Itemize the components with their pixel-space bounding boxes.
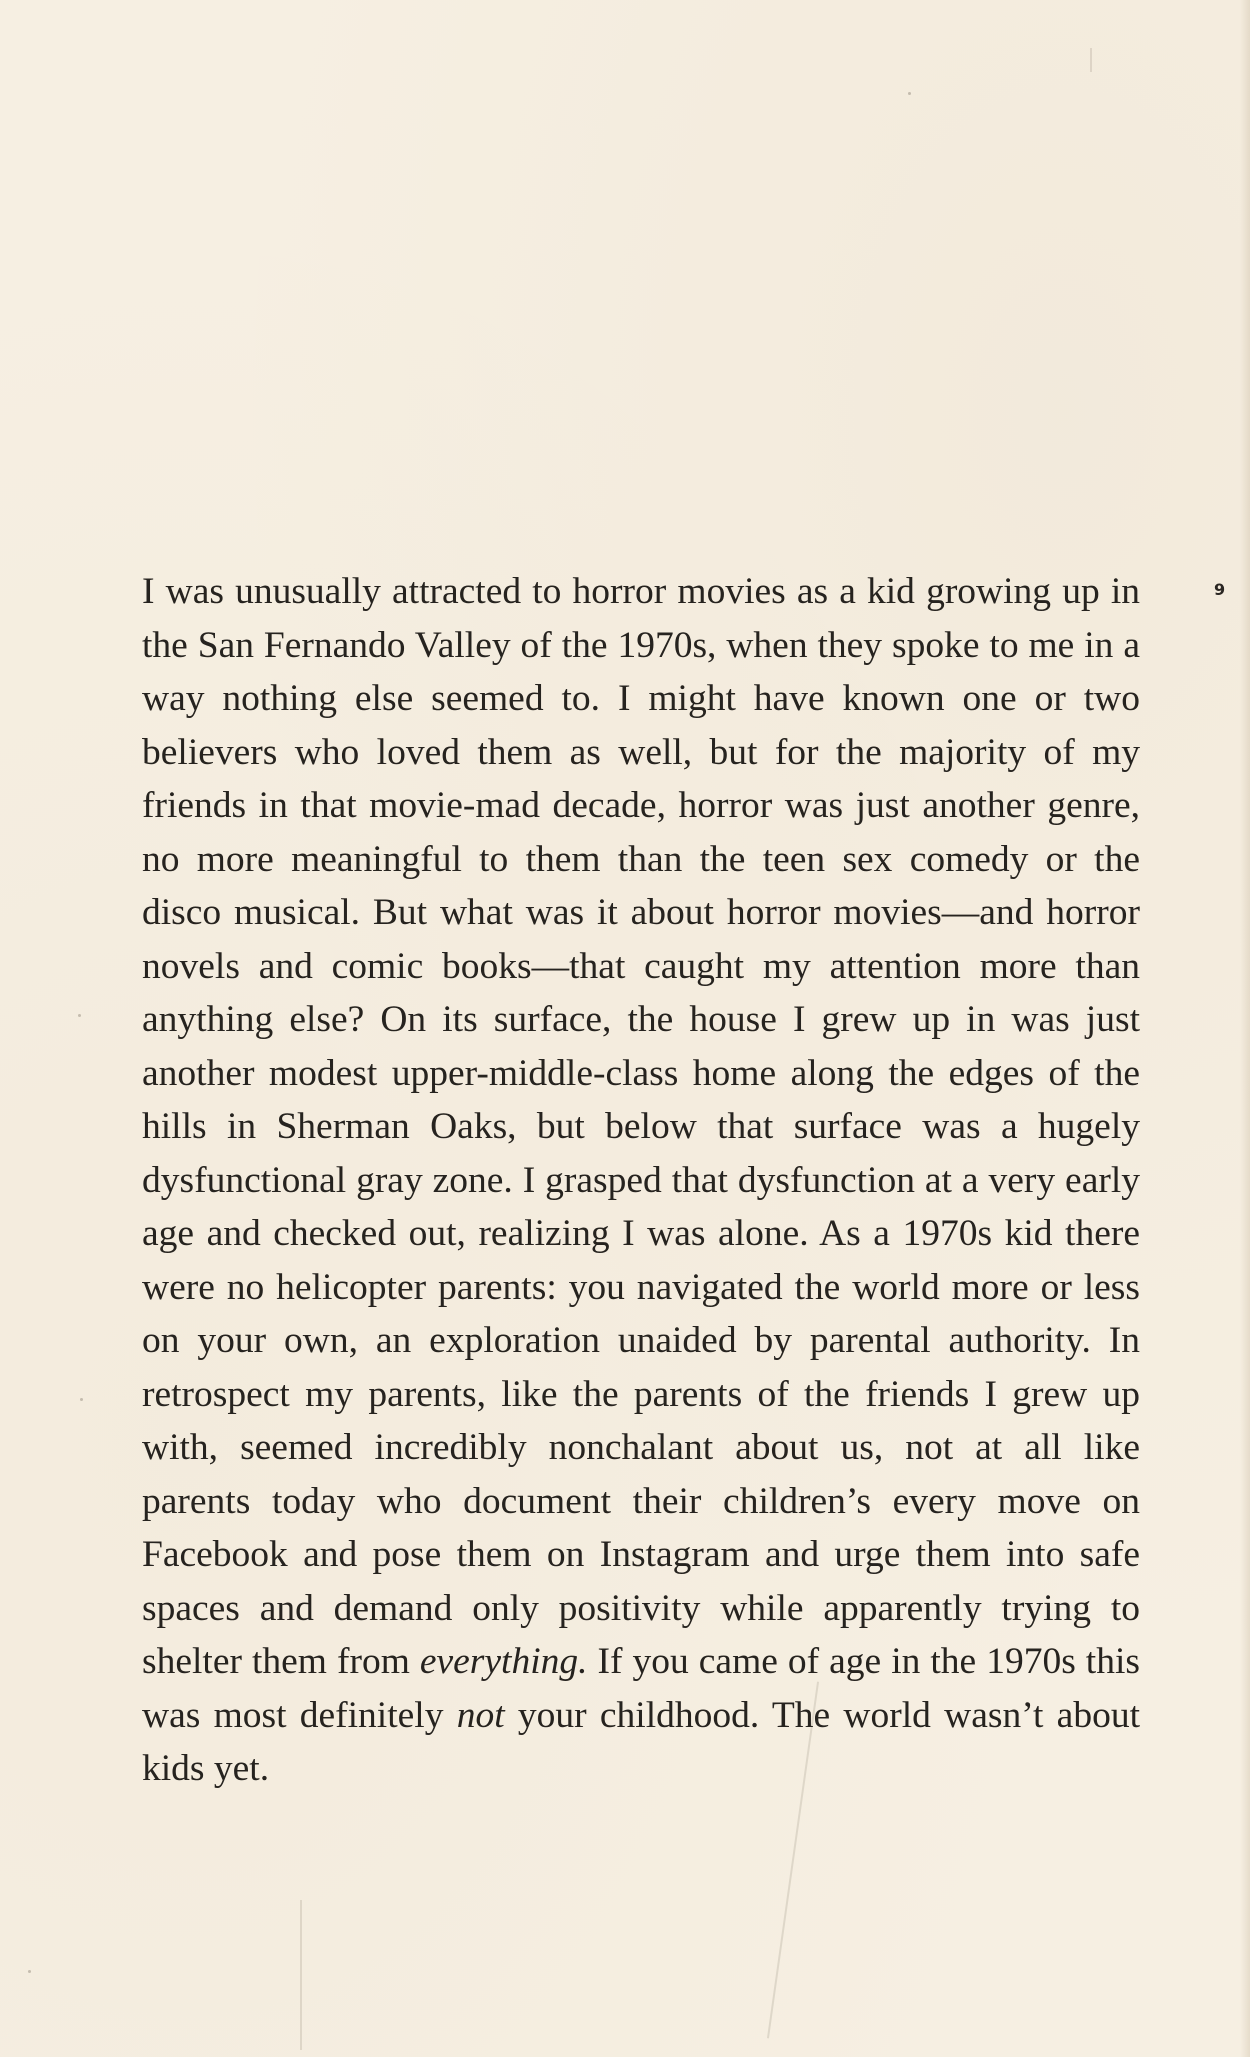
paper-speck <box>80 1398 83 1401</box>
paper-speck <box>28 1970 31 1973</box>
body-paragraph <box>142 565 1140 1796</box>
paragraph-text: your childhood. The world wasn’t about kids yet. <box>142 1694 1140 1789</box>
page-edge-shadow <box>1240 0 1250 2057</box>
emphasis-not: not <box>456 1694 505 1736</box>
paper-speck <box>78 1014 81 1017</box>
paper-crease <box>300 1900 302 2050</box>
paragraph-text: If you came of age in the 1970s this was most definitely <box>142 1641 1140 1736</box>
paper-speck <box>908 92 911 95</box>
paper-crease <box>1090 48 1092 72</box>
paragraph-text: I was unusually attracted to horror movies as a kid growing up in the San Fernando Valley of the 1970s, when they spoke to me in a way nothing else seemed to. I might have known one or two believers who loved them as well, but for the majority of my friends in that movie-mad decade, horror was just another genre, no more meaningful to them than the teen sex comedy or the disco musical. But what was it about horror movies—and horror novels and comic books—that caught my attention more than anything else? On its surface, the house I grew up in was just another modest upper-middle-class home along the edges of the hills in Sherman Oaks, but below that surface was a hugely dysfunctional gray zone. I grasped that dysfunction at a very early age and checked out, realizing I was alone. As a 1970s kid there were no helicopter parents: you navigated the world more or less on your own, an exploration unaided by parental authority. In retrospect my parents, like the parents of the friends I grew up with, seemed incredibly nonchalant about us, not at all like parents today who document their children’s every move on Facebook and pose them on Instagram and urge them into safe spaces and demand only positivity while apparently trying to shelter them from <box>142 571 1140 1682</box>
emphasis-everything: everything. <box>419 1641 588 1682</box>
page-number: 9 <box>1214 580 1226 599</box>
